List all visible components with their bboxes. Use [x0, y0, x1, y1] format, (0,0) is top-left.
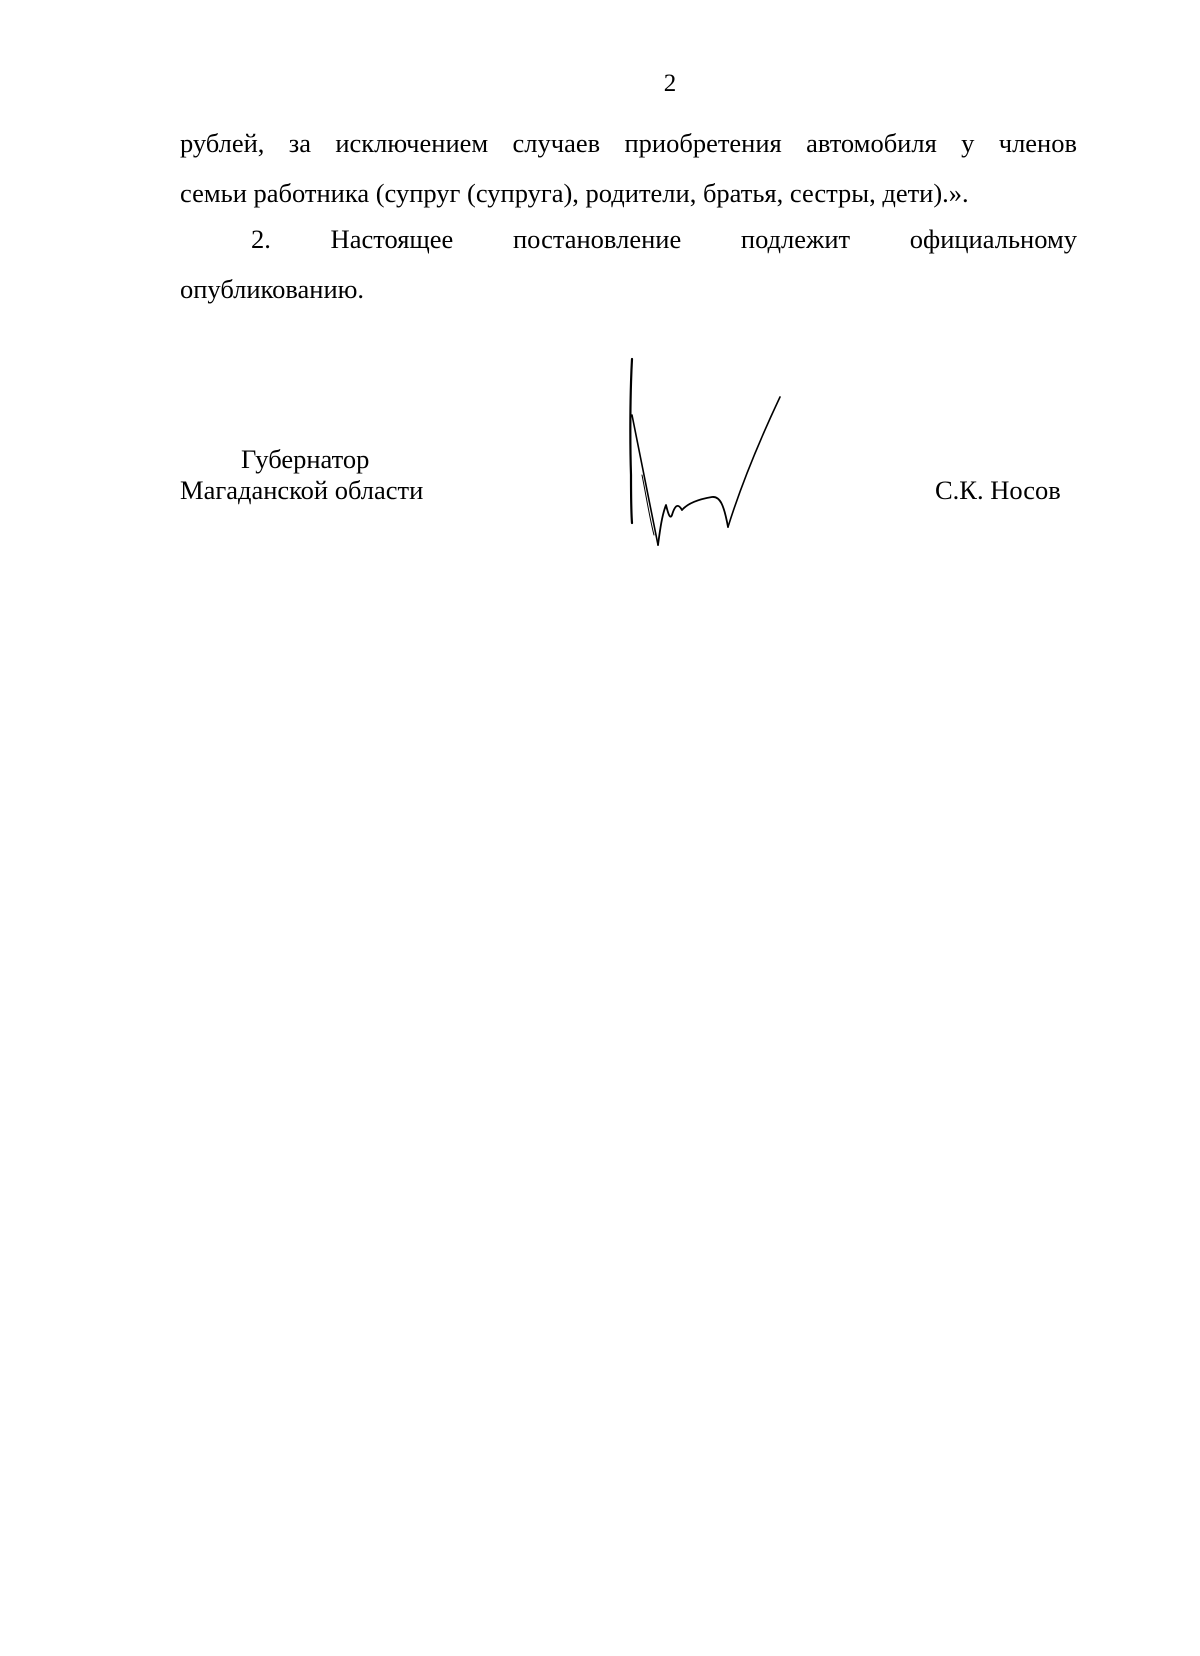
- handwritten-signature: [620, 355, 805, 570]
- signer-title-line-1: Губернатор: [241, 444, 370, 474]
- paragraph-1-line-2: семьи работника (супруг (супруга), родители, братья, сестры, дети).».: [180, 178, 969, 208]
- signer-title: [180, 444, 480, 506]
- paragraph-1-line-1: рублей, за исключением случаев приобретения автомобиля у членов: [180, 128, 1077, 158]
- paragraph-1: [180, 118, 1077, 218]
- paragraph-2-line-2: опубликованию.: [180, 274, 365, 304]
- signer-title-line-2: Магаданской области: [180, 475, 424, 505]
- page-number: 2: [663, 70, 677, 97]
- paragraph-2: [180, 214, 1077, 314]
- signer-name: С.К. Носов: [935, 475, 1061, 505]
- paragraph-2-line-1: 2. Настоящее постановление подлежит официальному: [251, 224, 1077, 254]
